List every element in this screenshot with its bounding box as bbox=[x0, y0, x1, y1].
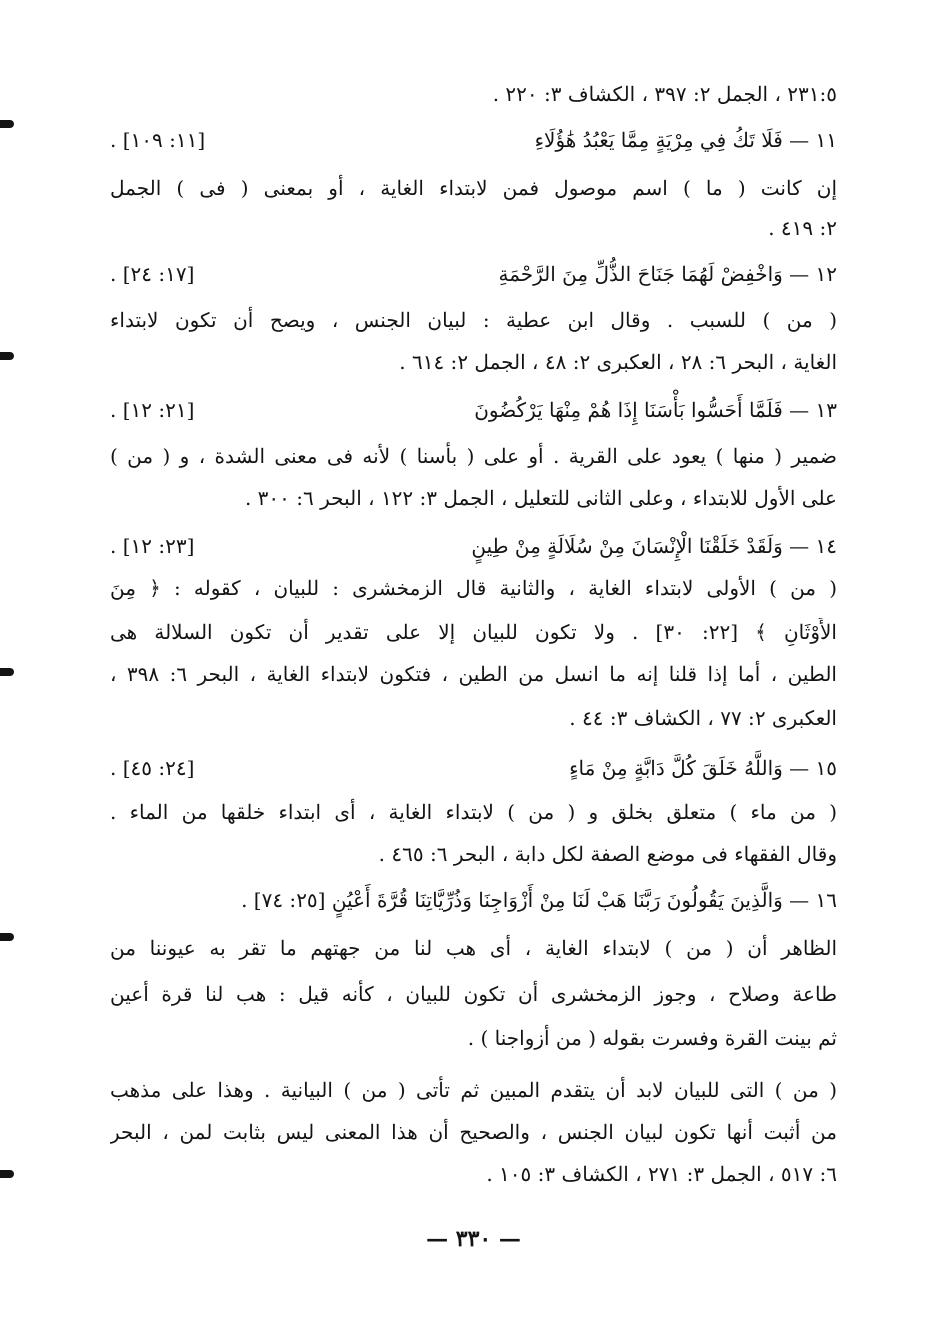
verse-15 bbox=[110, 752, 837, 784]
scan-edge-mark bbox=[0, 352, 14, 360]
verse-reference: [١٧: ٢٤] . bbox=[110, 262, 195, 286]
verse-text: ١٥ — وَاللَّهُ خَلَقَ كُلَّ دَابَّةٍ مِنْ مَاءٍ bbox=[569, 756, 837, 780]
verse-12 bbox=[110, 258, 837, 290]
verse-text: ١٢ — وَاخْفِضْ لَهُمَا جَنَاحَ الذُّلِّ مِنَ الرَّحْمَةِ bbox=[498, 262, 837, 286]
text-line: ٢٣١:٥ ، الجمل ٢: ٣٩٧ ، الكشاف ٣: ٢٢٠ . bbox=[492, 82, 837, 106]
text-line: طاعة وصلاح ، وجوز الزمخشرى أن تكون للبيان ، كأنه قيل : هب لنا قرة أعين bbox=[110, 982, 837, 1006]
verse-text: ١٣ — فَلَمَّا أَحَسُّوا بَأْسَنَا إِذَا هُمْ مِنْهَا يَرْكُضُونَ bbox=[474, 398, 837, 422]
text-line: العكبرى ٢: ٧٧ ، الكشاف ٣: ٤٤ . bbox=[569, 706, 837, 730]
text-line: ثم بينت القرة وفسرت بقوله ( من أزواجنا ) . bbox=[467, 1026, 837, 1050]
scan-edge-mark bbox=[0, 933, 14, 941]
text-line: وقال الفقهاء فى موضع الصفة لكل دابة ، البحر ٦: ٤٦٥ . bbox=[378, 842, 837, 866]
text-line: ( من ) التى للبيان لابد أن يتقدم المبين ثم تأتى ( من ) البيانية . وهذا على مذهب bbox=[110, 1078, 837, 1102]
verse-reference: [١١: ١٠٩] . bbox=[110, 128, 206, 152]
text-line: ( من ماء ) متعلق بخلق و ( من ) لابتداء الغاية ، أى ابتداء خلقها من الماء . bbox=[110, 800, 837, 824]
text-line: ضمير ( منها ) يعود على القرية . أو على ( بأسنا ) لأنه فى معنى الشدة ، و ( من ) bbox=[110, 444, 837, 468]
text-line: من أثبت أنها تكون لبيان الجنس ، والصحيح أن هذا المعنى ليس بثابت لمن ، البحر bbox=[110, 1120, 837, 1144]
text-line: ٦: ٥١٧ ، الجمل ٣: ٢٧١ ، الكشاف ٣: ١٠٥ . bbox=[486, 1162, 837, 1186]
text-line: إن كانت ( ما ) اسم موصول فمن لابتداء الغاية ، أو بمعنى ( فى ) الجمل bbox=[110, 176, 837, 200]
verse-reference: [٢٣: ١٢] . bbox=[110, 534, 195, 558]
text-line: على الأول للابتداء ، وعلى الثانى للتعليل ، الجمل ٣: ١٢٢ ، البحر ٦: ٣٠٠ . bbox=[244, 486, 837, 510]
verse-11 bbox=[110, 124, 837, 156]
verse-reference: [٢٤: ٤٥] . bbox=[110, 756, 195, 780]
scan-edge-mark bbox=[0, 1170, 14, 1178]
verse-text: ١٤ — وَلَقَدْ خَلَقْنَا الْإِنْسَانَ مِنْ سُلَالَةٍ مِنْ طِينٍ bbox=[471, 534, 837, 558]
scan-edge-mark bbox=[0, 668, 14, 676]
verse-text: ١٦ — وَالَّذِينَ يَقُولُونَ رَبَّنَا هَبْ لَنَا مِنْ أَزْوَاجِنَا وَذُرِّيَّاتِنَا قُرَّةَ أَعْيُنٍ [٢٥: ٧٤] . bbox=[241, 888, 837, 912]
verse-text: ١١ — فَلَا تَكُ فِي مِرْيَةٍ مِمَّا يَعْبُدُ هَٰؤُلَاءِ bbox=[534, 128, 837, 152]
verse-16 bbox=[110, 884, 837, 916]
verse-reference: [٢١: ١٢] . bbox=[110, 398, 195, 422]
scan-edge-mark bbox=[0, 120, 14, 128]
verse-14 bbox=[110, 530, 837, 562]
text-line: ( من ) الأولى لابتداء الغاية ، والثانية قال الزمخشرى : للبيان ، كقوله : ﴿ مِنَ bbox=[110, 576, 837, 600]
text-line: ( من ) للسبب . وقال ابن عطية : لبيان الجنس ، ويصح أن تكون لابتداء bbox=[110, 308, 837, 332]
text-line: الغاية ، البحر ٦: ٢٨ ، العكبرى ٢: ٤٨ ، الجمل ٢: ٦١٤ . bbox=[399, 350, 837, 374]
page-number: — ٣٣٠ — bbox=[426, 1226, 521, 1252]
text-line: الطين ، أما إذا قلنا إنه ما انسل من الطين ، فتكون لابتداء الغاية ، البحر ٦: ٣٩٨ ، bbox=[110, 662, 837, 686]
verse-13 bbox=[110, 394, 837, 426]
text-line: الأَوْثَانِ ﴾ [٢٢: ٣٠] . ولا تكون للبيان إلا على تقدير أن تكون السلالة هى bbox=[110, 620, 837, 644]
text-line: الظاهر أن ( من ) لابتداء الغاية ، أى هب لنا من جهتهم ما تقر به عيوننا من bbox=[110, 936, 837, 960]
text-line: ٢: ٤١٩ . bbox=[768, 216, 837, 240]
